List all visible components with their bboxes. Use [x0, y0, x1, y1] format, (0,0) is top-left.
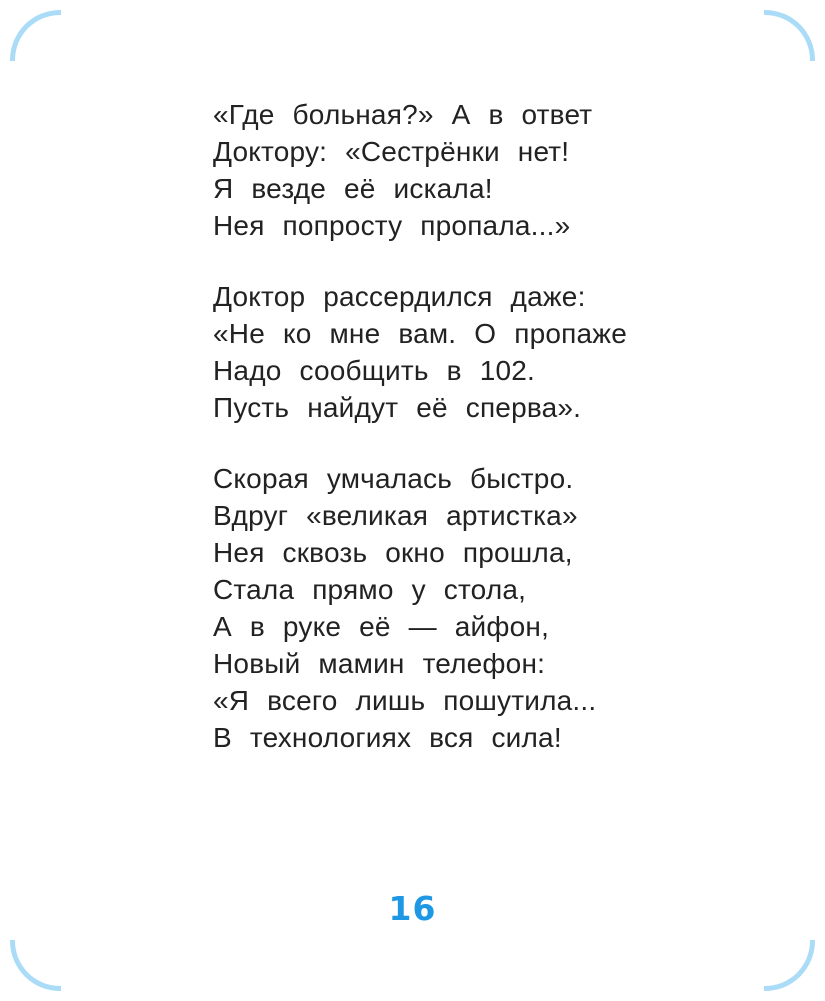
poem-line: Доктор рассердился даже: — [213, 281, 586, 312]
poem-line: Стала прямо у стола, — [213, 574, 527, 605]
corner-ornament-bottom-left — [10, 940, 61, 991]
corner-ornament-top-right — [764, 10, 815, 61]
poem-line: «Я всего лишь пошутила... — [213, 685, 597, 716]
poem-line: «Не ко мне вам. О пропаже — [213, 318, 627, 349]
page-number: 16 — [388, 889, 437, 928]
poem-line: Нея попросту пропала...» — [213, 210, 571, 241]
stanza — [213, 96, 785, 244]
poem-line: Доктору: «Сестрёнки нет! — [213, 136, 570, 167]
corner-ornament-bottom-right — [764, 940, 815, 991]
poem-line: Вдруг «великая артистка» — [213, 500, 578, 531]
poem-line: «Где больная?» А в ответ — [213, 99, 593, 130]
poem-line: Надо сообщить в 102. — [213, 355, 535, 386]
poem-line: Я везде её искала! — [213, 173, 493, 204]
poem-line: Новый мамин телефон: — [213, 648, 546, 679]
poem-text — [213, 96, 785, 790]
stanza — [213, 278, 785, 426]
stanza — [213, 460, 785, 756]
poem-line: Пусть найдут её сперва». — [213, 392, 582, 423]
poem-line: А в руке её — айфон, — [213, 611, 550, 642]
poem-line: Нея сквозь окно прошла, — [213, 537, 573, 568]
poem-line: Скорая умчалась быстро. — [213, 463, 574, 494]
corner-ornament-top-left — [10, 10, 61, 61]
poem-line: В технологиях вся сила! — [213, 722, 562, 753]
